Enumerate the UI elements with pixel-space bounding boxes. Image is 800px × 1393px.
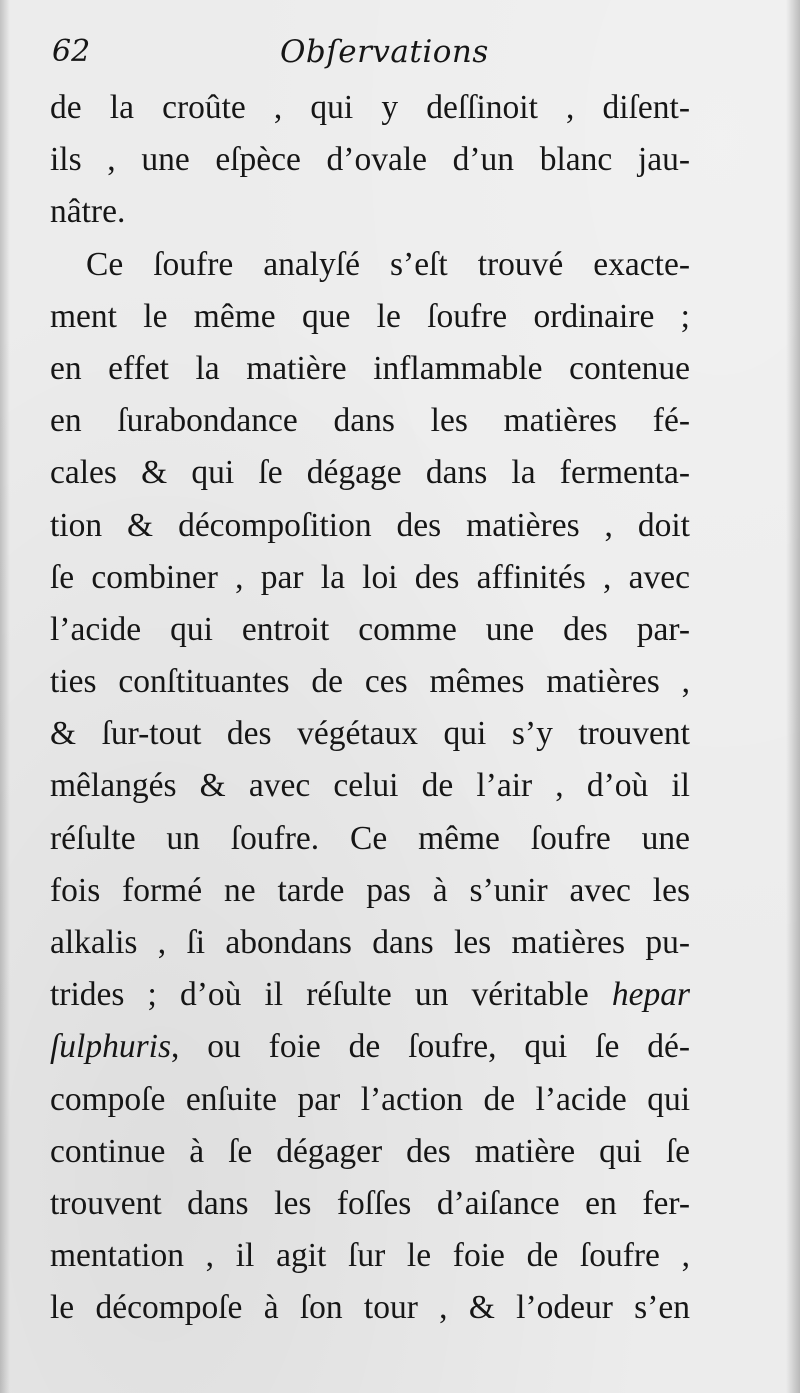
text-line: continue à ſe dégager des matière qui ſe xyxy=(50,1132,690,1170)
page-header xyxy=(52,34,692,84)
text-line: réſulte un ſoufre. Ce même ſoufre une xyxy=(50,819,690,857)
text-line: tion & décompoſition des matières , doit xyxy=(50,506,690,544)
text-line: ties conſtituantes de ces mêmes matières , xyxy=(50,663,690,701)
running-head: Obſervations xyxy=(280,34,489,70)
text-line: de la croûte , qui y deſſinoit , diſent- xyxy=(50,89,690,126)
text-line: trouvent dans les foſſes d’aiſance en fer- xyxy=(50,1184,690,1222)
text-line: en ſurabondance dans les matières fé- xyxy=(50,402,690,440)
text-line-with-italic xyxy=(50,1021,690,1073)
italic-term-hepar: hepar xyxy=(611,976,690,1014)
text-line: alkalis , ſi abondans dans les matières pu- xyxy=(50,924,690,961)
text-line: le décompoſe à ſon tour , & l’odeur s’en xyxy=(50,1289,690,1327)
italic-term-sulphuris: ſulphuris xyxy=(50,1028,171,1066)
text-line: mentation , il agit ſur le foie de ſoufre , xyxy=(50,1237,690,1275)
body-text xyxy=(50,82,690,1335)
text-line: Ce ſoufre analyſé s’eſt trouvé exacte- xyxy=(86,245,690,283)
text-segment: trides ; d’où il réſulte un véritable xyxy=(50,976,589,1014)
text-line: en effet la matière inflammable contenue xyxy=(50,349,690,387)
text-line: nâtre. xyxy=(50,193,126,231)
text-line: ſe combiner , par la loi des affinités , avec xyxy=(50,558,690,596)
text-line: cales & qui ſe dégage dans la fermenta- xyxy=(50,454,690,492)
text-segment: , ou foie de ſoufre, qui ſe dé- xyxy=(171,1028,690,1066)
page-edge-shadow-right xyxy=(786,0,800,1393)
text-line: l’acide qui entroit comme une des par- xyxy=(50,610,690,648)
text-line: fois formé ne tarde pas à s’unir avec les xyxy=(50,871,690,909)
page-edge-shadow-left xyxy=(0,0,10,1393)
text-line: compoſe enſuite par l’action de l’acide qui xyxy=(50,1080,690,1118)
text-line: ment le même que le ſoufre ordinaire ; xyxy=(50,297,690,335)
text-line: mêlangés & avec celui de l’air , d’où il xyxy=(50,767,690,805)
text-line: ils , une eſpèce d’ovale d’un blanc jau- xyxy=(50,141,690,179)
text-line-with-italic xyxy=(50,969,690,1021)
text-line: & ſur-tout des végétaux qui s’y trouvent xyxy=(50,715,690,753)
page-number: 62 xyxy=(52,34,91,69)
